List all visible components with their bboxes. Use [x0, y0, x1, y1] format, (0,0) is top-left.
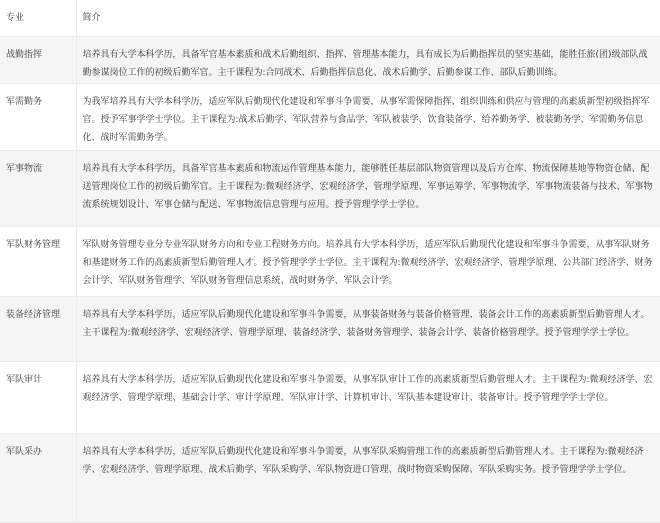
major-name: 军队采办	[0, 433, 76, 522]
table-row	[0, 433, 660, 522]
table-row	[0, 361, 660, 433]
table-row	[0, 296, 660, 361]
major-intro: 培养具有大学本科学历，具备军官基本素质和战术后勤组织、指挥、管理基本能力，具有成长为后勤指挥员的坚实基础，能胜任旅(团)级部队战勤参谋岗位工作的初级后勤军官。主干课程为:合同战术、后勤指挥信息化、战术后勤学、后勤参谋工作、部队后勤训练。	[76, 36, 660, 83]
header-major: 专业	[0, 0, 76, 36]
major-name: 军需勤务	[0, 83, 76, 150]
major-name: 军事物流	[0, 150, 76, 226]
table-row	[0, 36, 660, 83]
major-name: 战勤指挥	[0, 36, 76, 83]
major-intro: 培养具有大学本科学历，适应军队后勤现代化建设和军事斗争需要，从事军队采购管理工作的高素质新型后勤管理人才。主干课程为:微观经济学、宏观经济学、管理学原理、战术后勤学、军队采购学、军队物资进口管理、战时物资采购保障、军队采购实务。授予管理学学士学位。	[76, 433, 660, 522]
table-row	[0, 150, 660, 226]
header-intro: 简介	[76, 0, 660, 36]
major-name: 装备经济管理	[0, 296, 76, 361]
major-intro: 培养具有大学本科学历，具备军官基本素质和物流运作管理基本能力，能够胜任基层部队物资管理以及后方仓库、物流保障基地等物资仓储、配送管理岗位工作的初级后勤军官。主干课程为:微观经济学、宏观经济学、管理学原理、军事运筹学、军事物流学、军事物流装备与技术、军事物流系统规划设计、军事仓储与配送、军事物流信息管理与应用。授予管理学学士学位。	[76, 150, 660, 226]
major-intro: 为我军培养具有大学本科学历，适应军队后勤现代化建设和军事斗争需要，从事军需保障指挥、组织训练和供应与管理的高素质新型初级指挥军官。授予军事学学士学位。主干课程为:战术后勤学、军队营养与食品学、军队被装学、饮食装备学、给养勤务学、被装勤务学、军需勤务信息化、战时军需勤务学。	[76, 83, 660, 150]
major-intro: 军队财务管理专业分专业军队财务方向和专业工程财务方向。培养具有大学本科学历，适应军队后勤现代化建设和军事斗争需要，从事军队财务和基建财务工作的高素质新型后勤管理人才。授予管理学学士学位。主干课程为:微观经济学、宏观经济学、管理学原理、公共部门经济学、财务会计学、军队财务管理学、军队财务管理信息系统、战时财务学、军队会计学。	[76, 226, 660, 296]
major-name: 军队财务管理	[0, 226, 76, 296]
major-intro: 培养具有大学本科学历，适应军队后勤现代化建设和军事斗争需要，从事军队审计工作的高素质新型后勤管理人才。主干课程为:微观经济学、宏观经济学、管理学原理、基础会计学、审计学原理、军队审计学、计算机审计、军队基本建设审计、装备审计。授予管理学学士学位。	[76, 361, 660, 433]
major-intro: 培养具有大学本科学历，适应军队后勤现代化建设和军事斗争需要，从事装备财务与装备价格管理、装备会计工作的高素质新型后勤管理人才。主干课程为:微观经济学、宏观经济学、管理学原理、装备经济学、装备财务管理学、装备会计学、装备价格管理学。授予管理学学士学位。	[76, 296, 660, 361]
table-row	[0, 83, 660, 150]
table-row	[0, 226, 660, 296]
table-header-row	[0, 0, 660, 36]
major-name: 军队审计	[0, 361, 76, 433]
